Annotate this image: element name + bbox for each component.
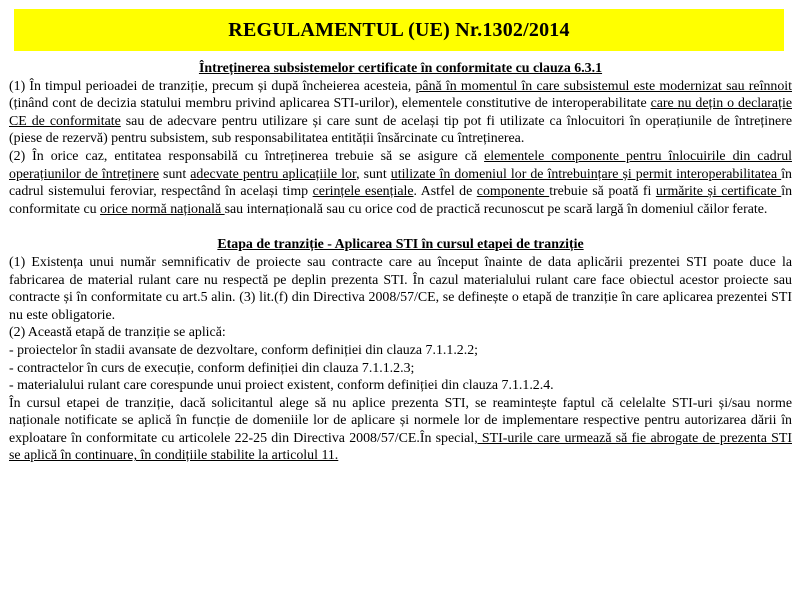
document-body — [9, 60, 792, 465]
s1p2-text-6: trebuie să poată fi — [549, 184, 656, 200]
s1p2-underlined-2: adecvate pentru aplicațiile lor — [190, 166, 357, 182]
page-title: REGULAMENTUL (UE) Nr.1302/2014 — [228, 18, 570, 41]
section2-paragraph-2-intro: (2) Această etapă de tranziție se aplică: — [9, 325, 226, 341]
s1p2-underlined-3: utilizate în domeniul lor de întrebuințare și permit interoperabilitatea — [390, 166, 782, 182]
section2-paragraph-1: (1) Existența unui număr semnificativ de proiecte sau contracte care au început înainte de data aplicării prezentei STI poate duce la fabricarea de material rulant care nu respectă pe deplin prezenta STI. În cazul materialului rulant care face obiectul acestor proiecte sau contracte și în conformitate cu art.5 alin. (3) lit.(f) din Directiva 2008/57/CE, se definește o etapă de tranziție în care aplicarea prezentei STI nu este obligatorie. — [9, 254, 792, 323]
s2p3-text-1: În cursul etapei de tranziție, dacă solicitantul alege să nu aplice prezenta STI, se reamintește faptul că celelalte STI-uri și/sau norme naționale notificate se aplică în funcție de domeniile lor de aplicare și normele lor de implementare respective pentru autorizarea dării în exploatare în conformitate cu articolele 22-25 din Directiva 2008/57/CE.În special — [9, 395, 792, 446]
list-item: - proiectelor în stadii avansate de dezvoltare, conform definiției din clauza 7.1.1.2.2; — [9, 342, 479, 358]
s1p1-text-3: sau de adecvare pentru utilizare și care sunt de același tip pot fi utilizate ca înlocuitori în operațiunile de întreținere (piese de rezervă) pentru subsistem, sub responsabilitatea entității însărcinate cu întreținerea. — [9, 113, 792, 147]
s1p2-text-2: sunt — [159, 166, 191, 182]
s1p2-underlined-6: urmărite și certificate — [655, 184, 782, 200]
s1p2-text-4: în cadrul sistemului feroviar, respectând în același timp — [9, 166, 792, 200]
s1p2-text-8: sau internațională sau cu orice cod de practică recunoscut pe scară largă în domeniul căilor ferate. — [224, 201, 768, 217]
section2-heading: Etapa de tranziție - Aplicarea STI în cursul etapei de tranziție — [217, 237, 584, 253]
section2-paragraph-3 — [9, 395, 792, 465]
s1p2-text-3: , sunt — [356, 166, 391, 182]
s1p1-text-2: (ținând cont de decizia statului membru privind aplicarea STI-urilor), elementele constitutive de interoperabilitate — [9, 96, 651, 112]
s1p2-text-5: . Astfel de — [413, 184, 477, 200]
s2p3-underlined-1: , STI-urile care urmează să fie abrogate de prezenta STI se aplică în continuare, în condițiile stabilite la articolul 11. — [9, 430, 792, 464]
list-item: - contractelor în curs de execuție, conform definiției din clauza 7.1.1.2.3; — [9, 360, 415, 376]
section1-paragraph-1 — [9, 78, 792, 148]
s1p2-underlined-1: elementele componente pentru înlocuirile din cadrul operațiunilor de întreținere — [9, 148, 792, 182]
section1-paragraph-2 — [9, 148, 792, 218]
s1p1-underlined-1: până în momentul în care subsistemul este modernizat sau reînnoit — [415, 78, 792, 94]
section1-heading: Întreținerea subsistemelor certificate în conformitate cu clauza 6.3.1 — [198, 61, 603, 76]
title-banner — [14, 9, 784, 51]
s1p1-underlined-2: care nu dețin o declarație CE de conformitate — [9, 96, 792, 129]
s1p1-text-1: (1) În timpul perioadei de tranziție, precum și după încheierea acesteia, — [9, 78, 416, 94]
s1p2-underlined-5: componente — [476, 184, 550, 200]
s1p2-underlined-4: cerințele esențiale — [312, 184, 414, 200]
section-spacer — [9, 218, 792, 236]
list-item: - materialului rulant care corespunde unui proiect existent, conform definiției din clauza 7.1.1.2.4. — [9, 378, 554, 394]
s1p2-underlined-7: orice normă națională — [100, 201, 225, 217]
s1p2-text-1: (2) În orice caz, entitatea responsabilă cu întreținerea trebuie să se asigure că — [9, 148, 485, 164]
s1p2-text-7: în conformitate cu — [9, 184, 793, 217]
